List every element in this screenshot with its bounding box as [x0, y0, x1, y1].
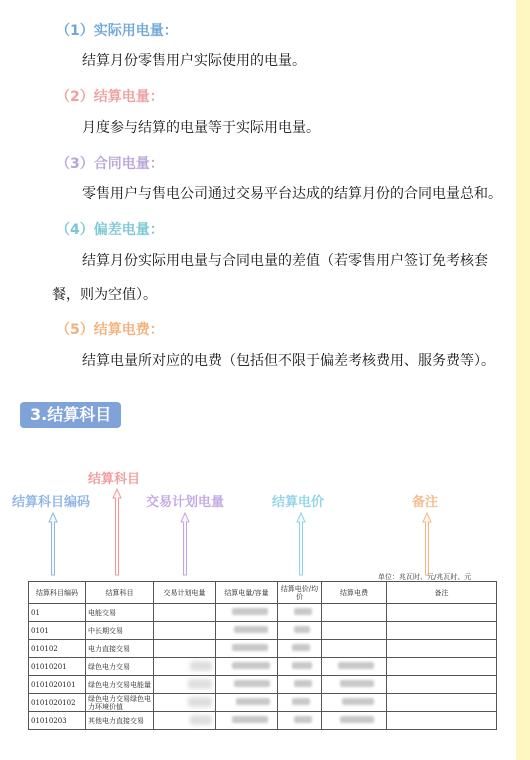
table-cell: [387, 676, 497, 694]
arrow-up-icon: [48, 512, 58, 576]
table-row: [29, 622, 497, 640]
table-cell: [387, 622, 497, 640]
definition-1-title: （1）实际用电量：: [56, 23, 178, 39]
table-cell: [322, 622, 387, 640]
table-cell-blurred: [278, 676, 322, 694]
arrow-up-icon: [180, 512, 190, 576]
table-cell: [154, 604, 216, 622]
table-cell: [322, 640, 387, 658]
table-cell-subject: 绿色电力交易: [86, 658, 154, 676]
table-cell-blurred: [322, 712, 387, 730]
table-unit-note: 单位：兆瓦时、元/兆瓦时、元: [378, 573, 472, 581]
arrow-up-icon: [112, 488, 122, 576]
table-cell-blurred: [216, 622, 278, 640]
diagram-label-remark: 备注: [412, 495, 439, 510]
definition-3-title: （3）合同电量：: [56, 156, 164, 172]
table-cell-blurred: [154, 676, 216, 694]
table-cell-code: 01010201: [29, 658, 86, 676]
settlement-subject-table: [28, 581, 497, 730]
table-cell-blurred: [154, 658, 216, 676]
table-cell-code: 01010203: [29, 712, 86, 730]
table-cell-code: 0101: [29, 622, 86, 640]
table-header-cell: 交易计划电量: [154, 582, 216, 604]
definition-2-text: 月度参与结算的电量等于实际用电量。: [82, 120, 320, 136]
table-cell: [154, 622, 216, 640]
table-cell-blurred: [322, 694, 387, 712]
table-cell-blurred: [216, 712, 278, 730]
table-cell-blurred: [278, 622, 322, 640]
arrow-up-icon: [296, 512, 306, 576]
table-cell-blurred: [216, 694, 278, 712]
table-row: [29, 676, 497, 694]
table-cell-blurred: [154, 712, 216, 730]
definition-1-text: 结算月份零售用户实际使用的电量。: [82, 53, 306, 69]
diagram-label-price: 结算电价: [272, 495, 325, 510]
table-header-cell: 备注: [387, 582, 497, 604]
table-header-cell: 结算电费: [322, 582, 387, 604]
table-cell-subject: 中长期交易: [86, 622, 154, 640]
page-edge: [516, 0, 530, 760]
definition-2-title: （2）结算电量：: [56, 89, 164, 105]
table-cell-blurred: [322, 658, 387, 676]
table-cell-blurred: [154, 694, 216, 712]
table-cell-subject: 其他电力直接交易: [86, 712, 154, 730]
table-cell-blurred: [278, 604, 322, 622]
table-cell-subject: 绿色电力交易电能量: [86, 676, 154, 694]
definition-5-title: （5）结算电费：: [56, 322, 164, 338]
table-row: [29, 640, 497, 658]
table-cell-code: 010102: [29, 640, 86, 658]
table-cell-blurred: [278, 658, 322, 676]
table-cell-blurred: [278, 640, 322, 658]
table-cell-blurred: [216, 676, 278, 694]
table-row: [29, 604, 497, 622]
table-cell-blurred: [322, 676, 387, 694]
section-heading: 3.结算科目: [20, 402, 121, 428]
table-cell-blurred: [278, 712, 322, 730]
table-cell-code: 0101020102: [29, 694, 86, 712]
table-cell-blurred: [278, 694, 322, 712]
table-cell-blurred: [216, 658, 278, 676]
table-header-cell: 结算科目编码: [29, 582, 86, 604]
table-cell-blurred: [216, 604, 278, 622]
table-cell-code: 01: [29, 604, 86, 622]
table-cell: [387, 604, 497, 622]
table-cell-subject: 电能交易: [86, 604, 154, 622]
table-header-cell: 结算电量/容量: [216, 582, 278, 604]
table-row: [29, 694, 497, 712]
table-row: [29, 712, 497, 730]
arrow-up-icon: [422, 512, 432, 576]
definition-4-text-line-2: 餐，则为空值）。: [52, 287, 157, 303]
table-header-row: [29, 582, 497, 604]
table-cell-code: 0101020101: [29, 676, 86, 694]
table-cell: [387, 712, 497, 730]
table-cell-blurred: [216, 640, 278, 658]
diagram-label-subject: 结算科目: [88, 472, 141, 487]
diagram-label-subject-code: 结算科目编码: [12, 495, 91, 510]
table-header-cell: 结算科目: [86, 582, 154, 604]
definition-5-text: 结算电量所对应的电费（包括但不限于偏差考核费用、服务费等）。: [82, 353, 495, 369]
definition-4-title: （4）偏差电量：: [56, 222, 164, 238]
table-cell: [154, 640, 216, 658]
diagram-label-plan-energy: 交易计划电量: [146, 495, 225, 510]
table-cell-subject: 绿色电力交易绿色电力环境价值: [86, 694, 154, 712]
table-cell: [387, 658, 497, 676]
table-header-cell: 结算电价/均价: [278, 582, 322, 604]
table-cell: [387, 640, 497, 658]
table-cell: [387, 694, 497, 712]
table-cell-subject: 电力直接交易: [86, 640, 154, 658]
table-cell: [322, 604, 387, 622]
table-row: [29, 658, 497, 676]
definition-4-text-line-1: 结算月份实际用电量与合同电量的差值（若零售用户签订免考核套: [82, 253, 488, 269]
definition-3-text: 零售用户与售电公司通过交易平台达成的结算月份的合同电量总和。: [82, 186, 502, 202]
